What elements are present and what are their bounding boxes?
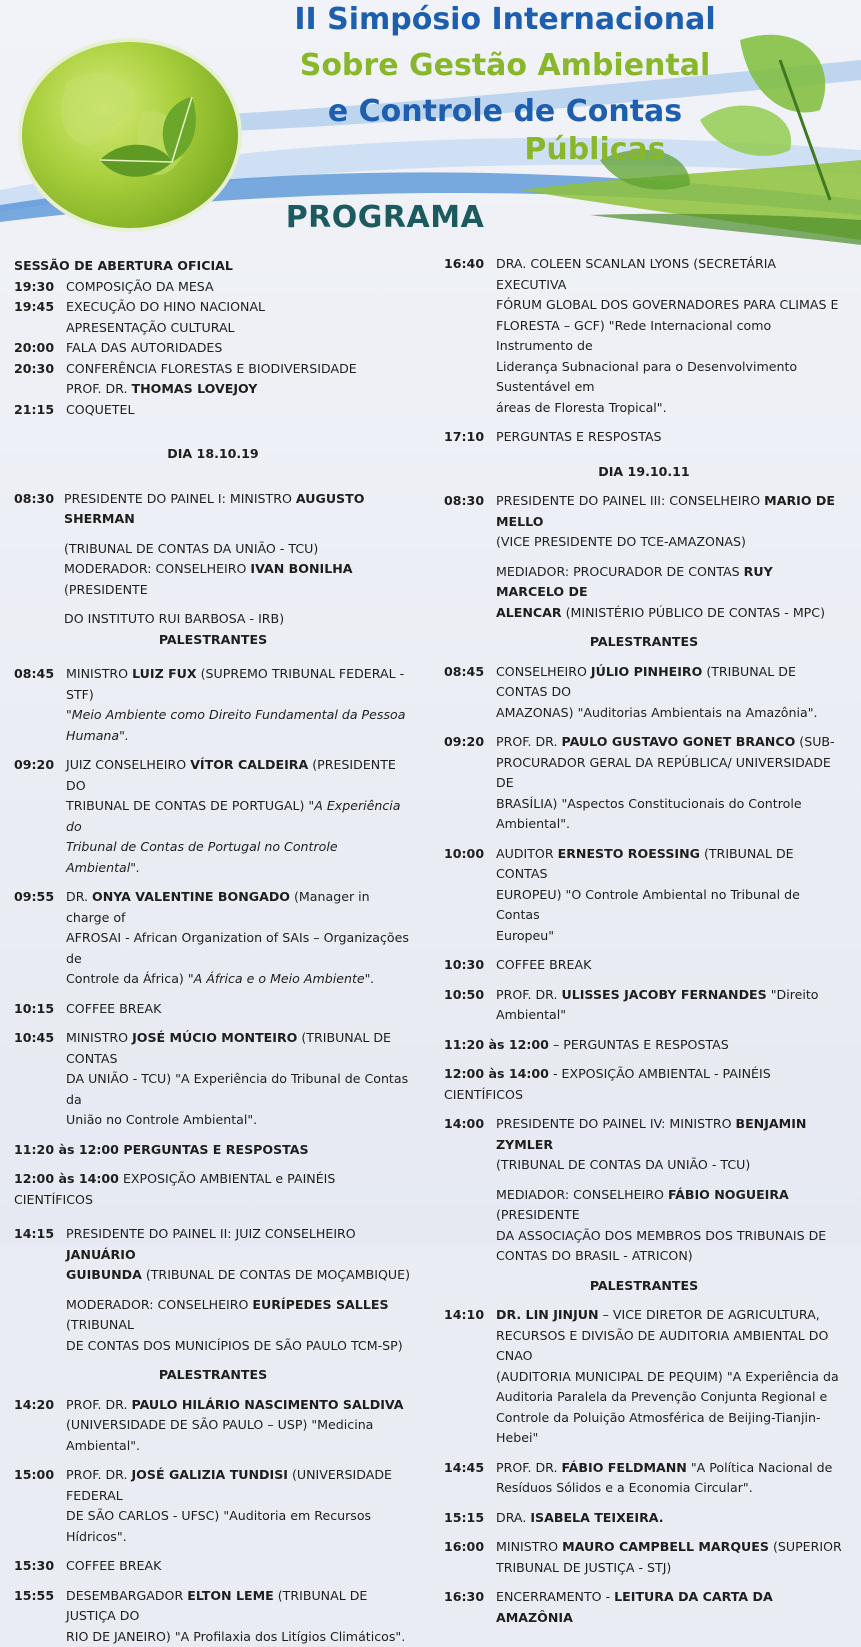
speaker-item: 10:45 MINISTRO JOSÉ MÚCIO MONTEIRO (TRIBUNAL DE CONTAS DA UNIÃO - TCU) "A Experiência do Tribunal de Contas da União no Controle Ambiental".: [14, 1028, 412, 1131]
speaker-item: 09:55 DR. ONYA VALENTINE BONGADO (Manager in charge of AFROSAI - African Organization of SAIs – Organizações de Controle da África) "A África e o Meio Ambiente".: [14, 887, 412, 990]
speaker-item: 08:45 CONSELHEIRO JÚLIO PINHEIRO (TRIBUNAL DE CONTAS DO AMAZONAS) "Auditorias Ambientais na Amazônia".: [444, 662, 844, 724]
speaker-item: 09:20 JUIZ CONSELHEIRO VÍTOR CALDEIRA (PRESIDENTE DO TRIBUNAL DE CONTAS DE PORTUGAL) "A Experiência do Tribunal de Contas de Portugal no Controle Ambiental".: [14, 755, 412, 878]
speakers-heading: PALESTRANTES: [444, 1276, 844, 1297]
schedule-item: 20:30 CONFERÊNCIA FLORESTAS E BIODIVERSIDADE PROF. DR. THOMAS LOVEJOY: [14, 359, 412, 400]
schedule-item: 21:15 COQUETEL: [14, 400, 412, 421]
title-line-1: II Simpósio Internacional: [240, 4, 770, 36]
speakers-heading: PALESTRANTES: [14, 630, 412, 651]
globe-logo: [22, 42, 238, 228]
schedule-item: 11:20 às 12:00 – PERGUNTAS E RESPOSTAS: [444, 1035, 844, 1056]
speaker-item: 15:15 DRA. ISABELA TEIXEIRA.: [444, 1508, 844, 1529]
schedule-item: 17:10 PERGUNTAS E RESPOSTAS: [444, 427, 844, 448]
panel-item: 14:15 PRESIDENTE DO PAINEL II: JUIZ CONSELHEIRO JANUÁRIO GUIBUNDA (TRIBUNAL DE CONTAS DE MOÇAMBIQUE): [14, 1224, 412, 1286]
break-item: 15:30 COFFEE BREAK: [14, 1556, 412, 1577]
opening-session-heading: SESSÃO DE ABERTURA OFICIAL: [14, 256, 412, 277]
speaker-item: 15:55 DESEMBARGADOR ELTON LEME (TRIBUNAL DE JUSTIÇA DO RIO DE JANEIRO) "A Profilaxia dos Litígios Climáticos".: [14, 1586, 412, 1647]
left-column: SESSÃO DE ABERTURA OFICIAL 19:30 COMPOSIÇÃO DA MESA 19:45 EXECUÇÃO DO HINO NACIONAL APRESENTAÇÃO CULTURAL 20:00 FALA DAS AUTORIDADES 20:30 CONFERÊNCIA FLORESTAS E BIODIVERSIDADE PROF. DR. THOMAS LOVEJOY 21:15 COQUETEL DIA 18.10.19 08:30 PRESIDENTE DO PAINEL I: MINISTRO AUGUSTO SHERMAN (TRIBUNAL DE CONTAS DA UNIÃO - TCU) MODERADOR: CONSELHEIRO IVAN BONILHA (PRESIDENTE DO INSTITUTO RUI BARBOSA - IRB) PALESTRANTES 08:45 MINISTRO LUIZ FUX (SUPREMO TRIBUNAL FEDERAL - STF) "Meio Ambiente como Direito Fundamental da Pessoa Humana". 09:20 JUIZ CONSELHEIRO VÍTOR CALDEIRA (PRESIDENTE DO TRIBUNAL DE CONTAS DE PORTUGAL) "A Experiência do Tribunal de Contas de Portugal no Controle Ambiental". 09:55 DR. ONYA VALENTINE BONGADO (Manager in charge of AFROSAI - African Organization of SAIs – Organizações de Controle da África) "A África e o Meio Ambiente". 10:15 COFFEE BREAK 10:45 MINISTRO JOSÉ MÚCIO MONTEIRO (TRIBUNAL DE CONTAS DA UNIÃO - TCU) "A Experiência do Tribunal de Contas da União no Controle Ambiental". 11:20 às 12:00 PERGUNTAS E RESPOSTAS 12:00 às 14:00 EXPOSIÇÃO AMBIENTAL e PAINÉIS CIENTÍFICOS 14:15 PRESIDENTE DO PAINEL II: JUIZ CONSELHEIRO JANUÁRIO GUIBUNDA (TRIBUNAL DE CONTAS DE MOÇAMBIQUE) MODERADOR: CONSELHEIRO EURÍPEDES SALLES (TRIBUNAL DE CONTAS DOS MUNICÍPIOS DE SÃO PAULO TCM-SP) PALESTRANTES 14:20 PROF. DR. PAULO HILÁRIO NASCIMENTO SALDIVA (UNIVERSIDADE DE SÃO PAULO – USP) "Medicina Ambiental". 15:00 PROF. DR. JOSÉ GALIZIA TUNDISI (UNIVERSIDADE FEDERAL DE SÃO CARLOS - UFSC) "Auditoria em Recursos Hídricos". 15:30 COFFEE BREAK 15:55 DESEMBARGADOR ELTON LEME (TRIBUNAL DE JUSTIÇA DO RIO DE JANEIRO) "A Profilaxia dos Litígios Climáticos".: [14, 256, 412, 1647]
speaker-item: 09:20 PROF. DR. PAULO GUSTAVO GONET BRANCO (SUB- PROCURADOR GERAL DA REPÚBLICA/ UNIVERSIDADE DE BRASÍLIA) "Aspectos Constitucionais do Controle Ambiental".: [444, 732, 844, 835]
schedule-item: 19:45 EXECUÇÃO DO HINO NACIONAL APRESENTAÇÃO CULTURAL: [14, 297, 412, 338]
schedule-item: 11:20 às 12:00 PERGUNTAS E RESPOSTAS: [14, 1140, 412, 1161]
programa-heading: PROGRAMA: [270, 200, 500, 235]
panel-item: 14:00 PRESIDENTE DO PAINEL IV: MINISTRO BENJAMIN ZYMLER (TRIBUNAL DE CONTAS DA UNIÃO - TCU): [444, 1114, 844, 1176]
speakers-heading: PALESTRANTES: [444, 632, 844, 653]
schedule-item: 12:00 às 14:00 - EXPOSIÇÃO AMBIENTAL - PAINÉIS CIENTÍFICOS: [444, 1064, 844, 1105]
schedule-item: 20:00 FALA DAS AUTORIDADES: [14, 338, 412, 359]
right-column: 16:40 DRA. COLEEN SCANLAN LYONS (SECRETÁRIA EXECUTIVA FÓRUM GLOBAL DOS GOVERNADORES PARA CLIMAS E FLORESTA – GCF) "Rede Internacional como Instrumento de Liderança Subnacional para o Desenvolvimento Sustentável em áreas de Floresta Tropical". 17:10 PERGUNTAS E RESPOSTAS DIA 19.10.11 08:30 PRESIDENTE DO PAINEL III: CONSELHEIRO MARIO DE MELLO (VICE PRESIDENTE DO TCE-AMAZONAS) MEDIADOR: PROCURADOR DE CONTAS RUY MARCELO DE ALENCAR (MINISTÉRIO PÚBLICO DE CONTAS - MPC) PALESTRANTES 08:45 CONSELHEIRO JÚLIO PINHEIRO (TRIBUNAL DE CONTAS DO AMAZONAS) "Auditorias Ambientais na Amazônia". 09:20 PROF. DR. PAULO GUSTAVO GONET BRANCO (SUB- PROCURADOR GERAL DA REPÚBLICA/ UNIVERSIDADE DE BRASÍLIA) "Aspectos Constitucionais do Controle Ambiental". 10:00 AUDITOR ERNESTO ROESSING (TRIBUNAL DE CONTAS EUROPEU) "O Controle Ambiental no Tribunal de Contas Europeu" 10:30 COFFEE BREAK 10:50 PROF. DR. ULISSES JACOBY FERNANDES "Direito Ambiental" 11:20 às 12:00 – PERGUNTAS E RESPOSTAS 12:00 às 14:00 - EXPOSIÇÃO AMBIENTAL - PAINÉIS CIENTÍFICOS 14:00 PRESIDENTE DO PAINEL IV: MINISTRO BENJAMIN ZYMLER (TRIBUNAL DE CONTAS DA UNIÃO - TCU) MEDIADOR: CONSELHEIRO FÁBIO NOGUEIRA (PRESIDENTE DA ASSOCIAÇÃO DOS MEMBROS DOS TRIBUNAIS DE CONTAS DO BRASIL - ATRICON) PALESTRANTES 14:10 DR. LIN JINJUN – VICE DIRETOR DE AGRICULTURA, RECURSOS E DIVISÃO DE AUDITORIA AMBIENTAL DO CNAO (AUDITORIA MUNICIPAL DE PEQUIM) "A Experiência da Auditoria Paralela da Prevenção Conjunta Regional e Controle da Poluição Atmosférica de Beijing-Tianjin-Hebei" 14:45 PROF. DR. FÁBIO FELDMANN "A Política Nacional de Resíduos Sólidos e a Economia Circular". 15:15 DRA. ISABELA TEIXEIRA. 16:00 MINISTRO MAURO CAMPBELL MARQUES (SUPERIOR TRIBUNAL DE JUSTIÇA - STJ) 16:30 ENCERRAMENTO - LEITURA DA CARTA DA AMAZÔNIA: [444, 254, 844, 1628]
day-heading: DIA 19.10.11: [444, 462, 844, 483]
title-line-3: e Controle de Contas: [240, 96, 770, 128]
speaker-item: 15:00 PROF. DR. JOSÉ GALIZIA TUNDISI (UNIVERSIDADE FEDERAL DE SÃO CARLOS - UFSC) "Auditoria em Recursos Hídricos".: [14, 1465, 412, 1547]
break-item: 10:15 COFFEE BREAK: [14, 999, 412, 1020]
speaker-item: 16:00 MINISTRO MAURO CAMPBELL MARQUES (SUPERIOR TRIBUNAL DE JUSTIÇA - STJ): [444, 1537, 844, 1578]
speaker-item: 14:10 DR. LIN JINJUN – VICE DIRETOR DE AGRICULTURA, RECURSOS E DIVISÃO DE AUDITORIA AMBIENTAL DO CNAO (AUDITORIA MUNICIPAL DE PEQUIM) "A Experiência da Auditoria Paralela da Prevenção Conjunta Regional e Controle da Poluição Atmosférica de Beijing-Tianjin-Hebei": [444, 1305, 844, 1449]
break-item: 10:30 COFFEE BREAK: [444, 955, 844, 976]
title-line-2: Sobre Gestão Ambiental: [240, 50, 770, 82]
speaker-item: 10:00 AUDITOR ERNESTO ROESSING (TRIBUNAL DE CONTAS EUROPEU) "O Controle Ambiental no Tribunal de Contas Europeu": [444, 844, 844, 947]
speakers-heading: PALESTRANTES: [14, 1365, 412, 1386]
panel-item: 08:30 PRESIDENTE DO PAINEL I: MINISTRO AUGUSTO SHERMAN: [14, 489, 412, 530]
title-line-4: Públicas: [330, 134, 860, 166]
closing-item: 16:30 ENCERRAMENTO - LEITURA DA CARTA DA AMAZÔNIA: [444, 1587, 844, 1628]
speaker-item: 08:45 MINISTRO LUIZ FUX (SUPREMO TRIBUNAL FEDERAL - STF) "Meio Ambiente como Direito Fundamental da Pessoa Humana".: [14, 664, 412, 746]
schedule-item: 19:30 COMPOSIÇÃO DA MESA: [14, 277, 412, 298]
panel-item: 08:30 PRESIDENTE DO PAINEL III: CONSELHEIRO MARIO DE MELLO (VICE PRESIDENTE DO TCE-AMAZONAS): [444, 491, 844, 553]
speaker-item: 10:50 PROF. DR. ULISSES JACOBY FERNANDES "Direito Ambiental": [444, 985, 844, 1026]
speaker-item: 14:45 PROF. DR. FÁBIO FELDMANN "A Política Nacional de Resíduos Sólidos e a Economia Circular".: [444, 1458, 844, 1499]
speaker-item: 16:40 DRA. COLEEN SCANLAN LYONS (SECRETÁRIA EXECUTIVA FÓRUM GLOBAL DOS GOVERNADORES PARA CLIMAS E FLORESTA – GCF) "Rede Internacional como Instrumento de Liderança Subnacional para o Desenvolvimento Sustentável em áreas de Floresta Tropical".: [444, 254, 844, 418]
day-heading: DIA 18.10.19: [14, 444, 412, 465]
schedule-item: 12:00 às 14:00 EXPOSIÇÃO AMBIENTAL e PAINÉIS CIENTÍFICOS: [14, 1169, 412, 1210]
speaker-item: 14:20 PROF. DR. PAULO HILÁRIO NASCIMENTO SALDIVA (UNIVERSIDADE DE SÃO PAULO – USP) "Medicina Ambiental".: [14, 1395, 412, 1457]
